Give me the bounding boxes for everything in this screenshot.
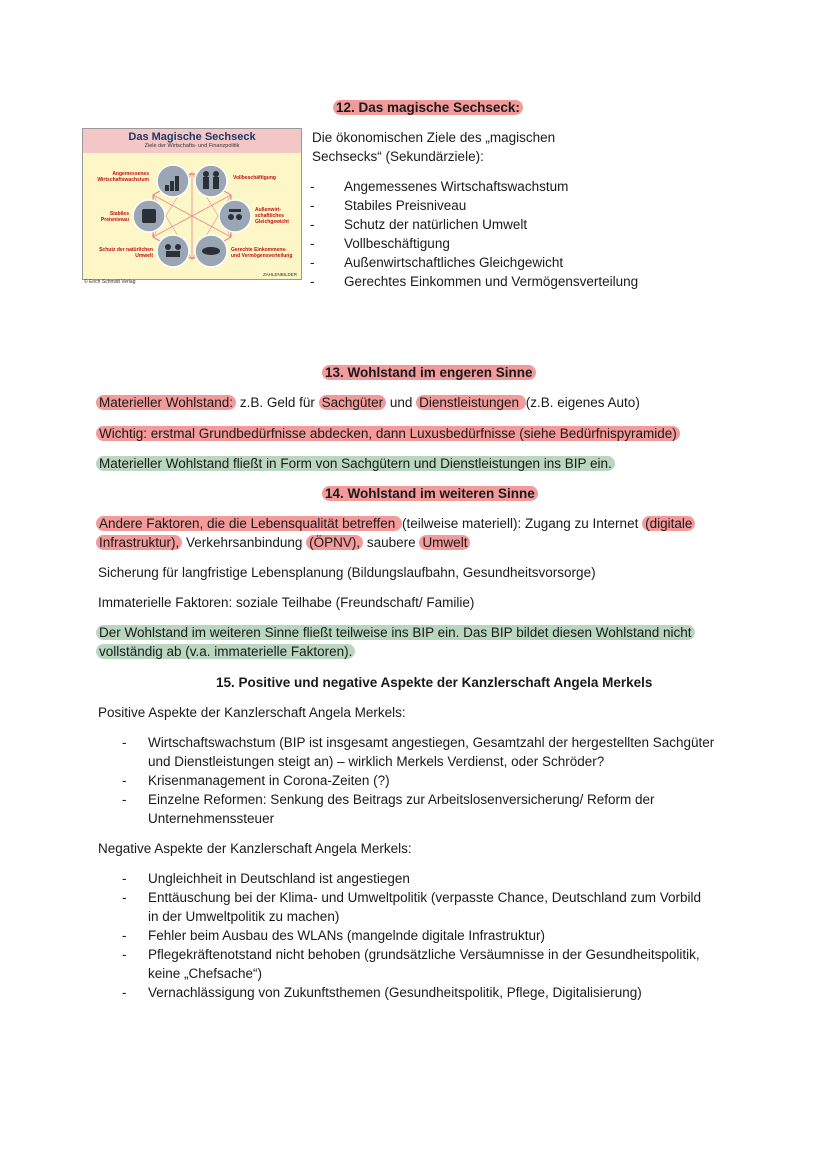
section-12-goal-list xyxy=(310,177,639,291)
section-14-heading: 14. Wohlstand im weiteren Sinne xyxy=(322,484,538,503)
list-item: - Vernachlässigung von Zukunftsthemen (Gesundheitspolitik, Pflege, Digitalisierung) xyxy=(122,985,642,1000)
magic-hexagon-figure xyxy=(82,128,302,280)
figure-label-growth: Angemessenes Wirtschaftswachstum xyxy=(97,171,149,183)
figure-label-external: Außenwirt-schaftliches Gleichgewicht xyxy=(255,207,289,225)
section-14-paragraph-4: Der Wohlstand im weiteren Sinne fließt teilweise ins BIP ein. Das BIP bildet diesen Wohlstand nicht vollständig ab (v.a. immaterielle Faktoren). xyxy=(96,623,695,661)
list-item: - Angemessenes Wirtschaftswachstum xyxy=(310,179,569,194)
list-item: - Außenwirtschaftliches Gleichgewicht xyxy=(310,255,564,270)
section-13-paragraph-3: Materieller Wohlstand fließt in Form von Sachgütern und Dienstleistungen ins BIP ein. xyxy=(96,454,615,473)
section-14-paragraph-3: Immaterielle Faktoren: soziale Teilhabe (Freundschaft/ Familie) xyxy=(98,595,475,610)
figure-copyright: © Erich Schmidt Verlag xyxy=(84,279,136,285)
list-item: - Enttäuschung bei der Klima- und Umweltpolitik (verpasste Chance, Deutschland zum Vorbild in der Umweltpolitik zu machen) xyxy=(122,890,702,924)
section-12-heading: 12. Das magische Sechseck: xyxy=(333,98,523,117)
list-item: - Wirtschaftswachstum (BIP ist insgesamt angestiegen, Gesamtzahl der hergestellten Sachgüter und Dienstleistungen steigt an) – wirklich Merkels Verdienst, oder Schröder? xyxy=(122,735,715,769)
section-13-paragraph-2: Wichtig: erstmal Grundbedürfnisse abdecken, dann Luxusbedürfnisse (siehe Bedürfnispyramide) xyxy=(96,424,680,443)
figure-footer: ZAHLENBILDER xyxy=(262,272,297,277)
figure-label-environment: Schutz der natürlichen Umwelt xyxy=(99,247,153,259)
section-15-heading: 15. Positive und negative Aspekte der Kanzlerschaft Angela Merkels xyxy=(216,675,653,690)
figure-subtitle: Ziele der Wirtschafts- und Finanzpolitik xyxy=(144,143,240,149)
list-item: - Krisenmanagement in Corona-Zeiten (?) xyxy=(122,773,390,788)
figure-label-prices: Stabiles Preisniveau xyxy=(100,211,129,223)
list-item: - Einzelne Reformen: Senkung des Beitrags zur Arbeitslosenversicherung/ Reform der Unternehmenssteuer xyxy=(122,792,655,826)
positive-aspects-list xyxy=(122,733,715,828)
negative-aspects-intro: Negative Aspekte der Kanzlerschaft Angela Merkels: xyxy=(98,841,412,856)
list-item: - Gerechtes Einkommen und Vermögensverteilung xyxy=(310,274,639,289)
negative-aspects-list xyxy=(122,869,702,1002)
list-item: - Stabiles Preisniveau xyxy=(310,198,467,213)
figure-title: Das Magische Sechseck xyxy=(128,131,256,143)
figure-label-employment: Vollbeschäftigung xyxy=(233,175,276,181)
section-13-heading: 13. Wohlstand im engeren Sinne xyxy=(322,363,536,382)
list-item: - Schutz der natürlichen Umwelt xyxy=(310,217,528,232)
section-14-paragraph-2: Sicherung für langfristige Lebensplanung (Bildungslaufbahn, Gesundheitsvorsorge) xyxy=(98,565,596,580)
list-item: - Fehler beim Ausbau des WLANs (mangelnde digitale Infrastruktur) xyxy=(122,928,545,943)
section-12-intro: Die ökonomischen Ziele des „magischen Sechsecks“ (Sekundärziele): xyxy=(312,130,556,164)
figure-label-income: Gerechte Einkommens- und Vermögensverteilung xyxy=(231,247,293,259)
positive-aspects-intro: Positive Aspekte der Kanzlerschaft Angela Merkels: xyxy=(98,705,406,720)
section-14-paragraph-1: Andere Faktoren, die die Lebensqualität betreffen (teilweise materiell): Zugang zu Internet (digitale Infrastruktur), Verkehrsanbindung (ÖPNV), saubere Umwelt xyxy=(96,514,695,552)
list-item: - Vollbeschäftigung xyxy=(310,236,450,251)
list-item: - Ungleichheit in Deutschland ist angestiegen xyxy=(122,871,410,886)
list-item: - Pflegekräftenotstand nicht behoben (grundsätzliche Versäumnisse in der Gesundheitspolitik, keine „Chefsache“) xyxy=(122,947,700,981)
section-13-paragraph-1: Materieller Wohlstand: z.B. Geld für Sachgüter und Dienstleistungen (z.B. eigenes Auto) xyxy=(96,393,640,412)
